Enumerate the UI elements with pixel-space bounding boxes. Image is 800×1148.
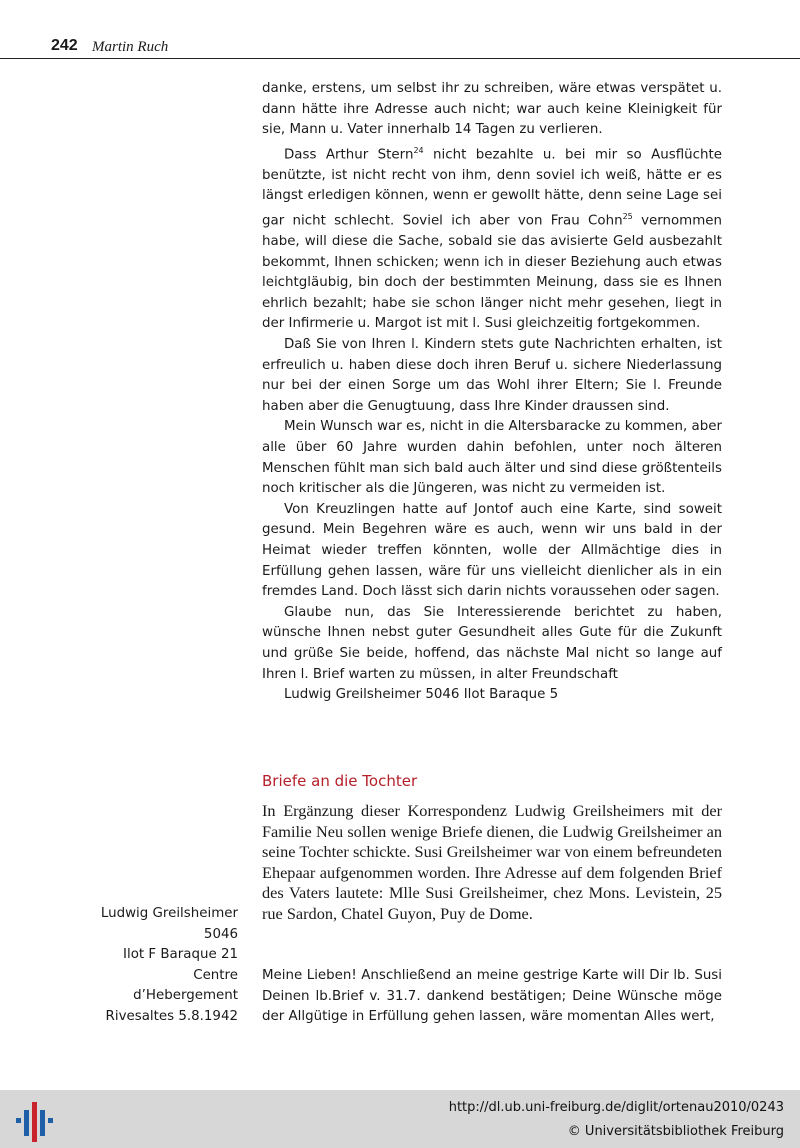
sender-line: Ludwig Greilsheimer (100, 906, 238, 921)
sender-line: d’Hebergement (133, 988, 238, 1004)
sender-line: Centre (193, 967, 238, 983)
footer-bar (0, 1090, 800, 1148)
paragraph-text: nicht bezahlte u. bei mir so Ausflüchte benützte, ist nicht recht von ihm, denn soviel ich weiß, hätte er es längst erledigen können, wenn er gewollt hätte, denn seine Lage sei gar nicht schlecht. Soviel ich aber von Frau Cohn (262, 147, 723, 229)
sender-line: 5046 (203, 926, 238, 942)
letter-paragraph: Daß Sie von Ihren l. Kindern stets gute Nachrichten erhalten, ist erfreulich u. haben diese doch ihren Beruf u. sichere Niederlassung nur bei der einen Sorge um das Wohl ihrer Eltern; Sie l. Freunde haben aber die Genugtuung, dass Ihre Kinder draussen sind. (262, 337, 722, 414)
paragraph-text: Dass Arthur Stern (284, 147, 414, 163)
section-heading: Briefe an die Tochter (262, 772, 418, 790)
section-intro: In Ergänzung dieser Korrespondenz Ludwig Greilsheimers mit der Familie Neu sollen wenige Briefe dienen, die Ludwig Greilsheimer an seine Tochter schickte. Susi Greilsheimer war von einem befreundeten Ehepaar aufgenommen worden. Ihre Adresse auf dem folgenden Brief des Vaters lautete: Mlle Susi Greilsheimer, chez Mons. Levistein, 25 rue Sardon, Chatel Guyon, Puy de Dome. (262, 801, 722, 923)
letter-to-daughter (262, 966, 722, 1028)
letter-continued (262, 79, 722, 706)
letter-paragraph: Meine Lieben! Anschließend an meine gestrige Karte will Dir lb. Susi Deinen lb.Brief v. 31.7. dankend bestätigen; Deine Wünsche möge der Allgütige in Erfüllung gehen lassen, wäre momentan Alles wert, (262, 968, 722, 1025)
paragraph-text: vernommen habe, will diese die Sache, sobald sie das avisierte Geld ausbezahlt bekommt, Ihnen schicken; wenn ich in dieser Beziehung auch etwas leichtgläubig, bin doch der bestimmten Meinung, dass sie es Ihnen ehrlich bezahlt; habe sie schon länger nicht mehr gesehen, liegt in der Infirmerie u. Margot ist mit l. Susi gleichzeitig fortgekommen. (262, 213, 722, 332)
sender-line: Ilot F Baraque 21 (123, 947, 238, 963)
footnote-ref[interactable]: 25 (622, 212, 633, 222)
letter-paragraph: Glaube nun, das Sie Interessierende berichtet zu haben, wünsche Ihnen nebst guter Gesundheit alles Gute für die Zukunft und grüße Sie beide, hoffend, das nächste Mal nicht so lange auf Ihren l. Brief warten zu müssen, in alter Freundschaft (262, 604, 722, 682)
page-header (0, 0, 800, 59)
letter-paragraph (262, 141, 722, 335)
footnote-ref[interactable]: 24 (413, 145, 424, 155)
copyright-text: © Universitätsbibliothek Freiburg (567, 1124, 784, 1139)
running-head-author: Martin Ruch (92, 39, 169, 55)
letter-paragraph: Von Kreuzlingen hatte auf Jontof auch eine Karte, sind soweit gesund. Mein Begehren wäre es auch, wenn wir uns bald in der Heimat wieder treffen könnten, wolle der Allmächtige dies in Erfüllung gehen lassen, wäre für uns vielleicht dienlicher als in ein fremdes Land. Doch lässt sich darin nichts voraussehen oder sagen. (262, 501, 722, 600)
sender-line: Rivesaltes 5.8.1942 (105, 1008, 238, 1024)
letter-paragraph: danke, erstens, um selbst ihr zu schreiben, wäre etwas verspätet u. dann hätte ihre Adresse auch nicht; war auch keine Kleinigkeit für sie, Mann u. Vater innerhalb 14 Tagen zu verlieren. (262, 81, 722, 138)
letter-paragraph: Mein Wunsch war es, nicht in die Altersbaracke zu kommen, aber alle über 60 Jahre wurden dahin befohlen, unter noch älteren Menschen fühlt man sich bald auch älter und sind diese größtenteils noch kritischer als die Jüngeren, was nicht zu vermeiden ist. (262, 419, 722, 497)
ub-freiburg-logo-icon[interactable] (12, 1096, 58, 1142)
sender-address (101, 904, 238, 1028)
document-url-link[interactable]: http://dl.ub.uni-freiburg.de/diglit/ortenau2010/0243 (448, 1100, 784, 1115)
page-number: 242 (51, 37, 78, 54)
letter-signature: Ludwig Greilsheimer 5046 Ilot Baraque 5 (284, 687, 559, 703)
